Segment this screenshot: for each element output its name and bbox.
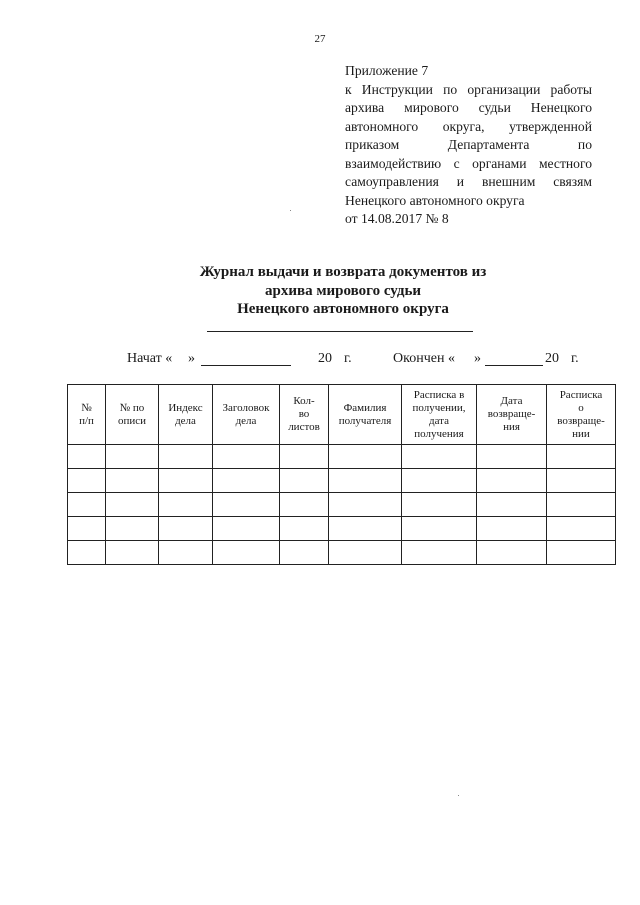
appendix-block: [345, 62, 592, 229]
table-cell: [68, 493, 106, 517]
table-cell: [477, 469, 547, 493]
table-cell: [402, 517, 477, 541]
started-year: 20: [318, 351, 332, 366]
table-cell: [329, 469, 402, 493]
started-blank: [201, 351, 291, 366]
table-cell: [402, 493, 477, 517]
table-cell: [106, 493, 159, 517]
table-cell: [329, 517, 402, 541]
table-cell: [329, 541, 402, 565]
table-body: [68, 445, 616, 565]
table-cell: [329, 445, 402, 469]
table-cell: [280, 445, 329, 469]
table-cell: [213, 445, 280, 469]
table-cell: [106, 517, 159, 541]
ended-year-suffix: г.: [571, 351, 579, 366]
ended-label: Окончен «: [393, 351, 455, 366]
table-cell: [68, 541, 106, 565]
table-cell: [547, 445, 616, 469]
appendix-line: автономного округа, утвержденной: [345, 118, 592, 134]
table-cell: [159, 493, 213, 517]
table-row: [68, 445, 616, 469]
table-cell: [547, 517, 616, 541]
table-cell: [547, 469, 616, 493]
column-header-recipient: Фамилия получателя: [329, 385, 402, 445]
ended-year: 20: [545, 351, 559, 366]
ended-quote-close: »: [474, 351, 481, 366]
title-underline: [207, 331, 473, 332]
table-cell: [213, 541, 280, 565]
table-cell: [477, 493, 547, 517]
table-cell: [280, 541, 329, 565]
column-header-return-date: Дата возвраще- ния: [477, 385, 547, 445]
scan-speck: [458, 795, 459, 796]
table-cell: [477, 445, 547, 469]
table-cell: [280, 493, 329, 517]
table-cell: [402, 469, 477, 493]
column-header-receipt-signature: Расписка в получении, дата получения: [402, 385, 477, 445]
column-header-inventory-number: № по описи: [106, 385, 159, 445]
table-row: [68, 493, 616, 517]
table-cell: [213, 469, 280, 493]
appendix-line: от 14.08.2017 № 8: [345, 211, 449, 226]
journal-table: [67, 384, 616, 565]
ended-blank: [485, 351, 543, 366]
table-cell: [68, 469, 106, 493]
table-cell: [106, 541, 159, 565]
table-cell: [213, 493, 280, 517]
appendix-line: приказом Департамента по: [345, 137, 592, 152]
started-quote-close: »: [188, 351, 195, 366]
table-cell: [477, 541, 547, 565]
table-cell: [280, 517, 329, 541]
title-line: Журнал выдачи и возврата документов из: [199, 264, 487, 280]
table-cell: [402, 445, 477, 469]
table-cell: [159, 445, 213, 469]
table-cell: [159, 517, 213, 541]
table-cell: [106, 469, 159, 493]
table-cell: [547, 541, 616, 565]
table-cell: [280, 469, 329, 493]
appendix-line: к Инструкции по организации работы: [345, 81, 592, 97]
table-cell: [159, 469, 213, 493]
appendix-line: Приложение 7: [345, 63, 429, 78]
table-row: [68, 517, 616, 541]
started-label: Начат «: [127, 351, 173, 366]
started-year-suffix: г.: [344, 351, 352, 366]
table-cell: [329, 493, 402, 517]
table-cell: [213, 517, 280, 541]
column-header-sheet-count: Кол- во листов: [280, 385, 329, 445]
scan-speck: [290, 210, 291, 211]
table-cell: [477, 517, 547, 541]
table-row: [68, 469, 616, 493]
page-number: 27: [314, 33, 326, 45]
column-header-case-index: Индекс дела: [159, 385, 213, 445]
table-row: [68, 541, 616, 565]
appendix-line: взаимодействию с органами местного: [345, 155, 592, 171]
table-cell: [402, 541, 477, 565]
table-cell: [547, 493, 616, 517]
column-header-number: № п/п: [68, 385, 106, 445]
table-cell: [68, 517, 106, 541]
appendix-line: самоуправления и внешним связям: [345, 174, 592, 189]
table-cell: [159, 541, 213, 565]
table-header-row: [68, 385, 616, 445]
table-cell: [68, 445, 106, 469]
table-cell: [106, 445, 159, 469]
column-header-return-signature: Расписка о возвраще- нии: [547, 385, 616, 445]
title-line: Ненецкого автономного округа: [237, 301, 449, 317]
appendix-line: Ненецкого автономного округа: [345, 192, 525, 208]
journal-title: [160, 263, 526, 319]
title-line: архива мирового судьи: [264, 282, 422, 299]
column-header-case-title: Заголовок дела: [213, 385, 280, 445]
appendix-line: архива мирового судьи Ненецкого: [345, 100, 592, 115]
